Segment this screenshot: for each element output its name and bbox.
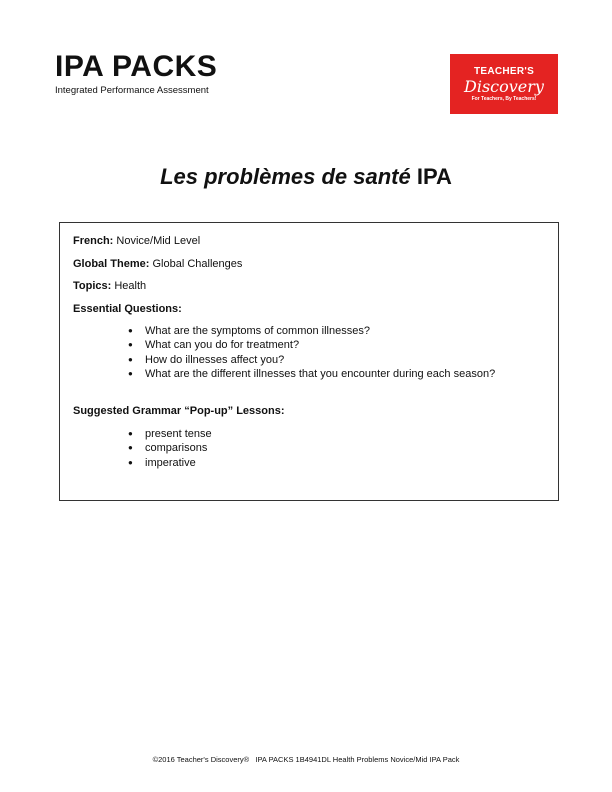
logo-tagline: For Teachers, By Teachers! bbox=[471, 96, 537, 102]
document-title bbox=[0, 164, 612, 190]
label: French: bbox=[73, 235, 114, 247]
list-item: ● present tense bbox=[130, 427, 212, 441]
title-plain: IPA bbox=[410, 164, 452, 189]
label: Topics: bbox=[73, 280, 112, 292]
questions-list bbox=[130, 324, 495, 381]
topics-line bbox=[73, 280, 146, 292]
teachers-discovery-logo bbox=[450, 54, 558, 114]
grammar-label bbox=[73, 405, 284, 417]
list-item: ● What are the symptoms of common illnesses? bbox=[130, 324, 495, 338]
brand-subtitle: Integrated Performance Assessment bbox=[55, 85, 209, 96]
footer: ©2016 Teacher's Discovery® IPA PACKS 1B4941DL Health Problems Novice/Mid IPA Pack bbox=[152, 755, 460, 764]
logo-line1: TEACHER'S bbox=[473, 66, 535, 77]
french-line bbox=[73, 235, 200, 247]
label: Suggested Grammar “Pop-up” Lessons: bbox=[73, 405, 285, 417]
label: Essential Questions: bbox=[73, 303, 182, 315]
eq-label bbox=[73, 303, 182, 315]
title-italic: Les problèmes de santé bbox=[160, 164, 411, 189]
label: Global Theme: bbox=[73, 258, 150, 270]
value: Global Challenges bbox=[149, 258, 243, 270]
brand-header bbox=[55, 50, 217, 96]
info-box bbox=[59, 222, 559, 501]
logo-line2: Discovery bbox=[464, 77, 544, 96]
list-item: ● comparisons bbox=[130, 441, 212, 455]
list-item: ● What can you do for treatment? bbox=[130, 338, 495, 352]
value: Novice/Mid Level bbox=[113, 235, 201, 247]
grammar-list bbox=[130, 427, 212, 470]
list-item: ● How do illnesses affect you? bbox=[130, 353, 495, 367]
list-item: ● What are the different illnesses that you encounter during each season? bbox=[130, 367, 495, 381]
value: Health bbox=[111, 280, 147, 292]
list-item: ● imperative bbox=[130, 456, 212, 470]
theme-line bbox=[73, 258, 242, 270]
brand-title: IPA PACKS bbox=[55, 50, 218, 83]
